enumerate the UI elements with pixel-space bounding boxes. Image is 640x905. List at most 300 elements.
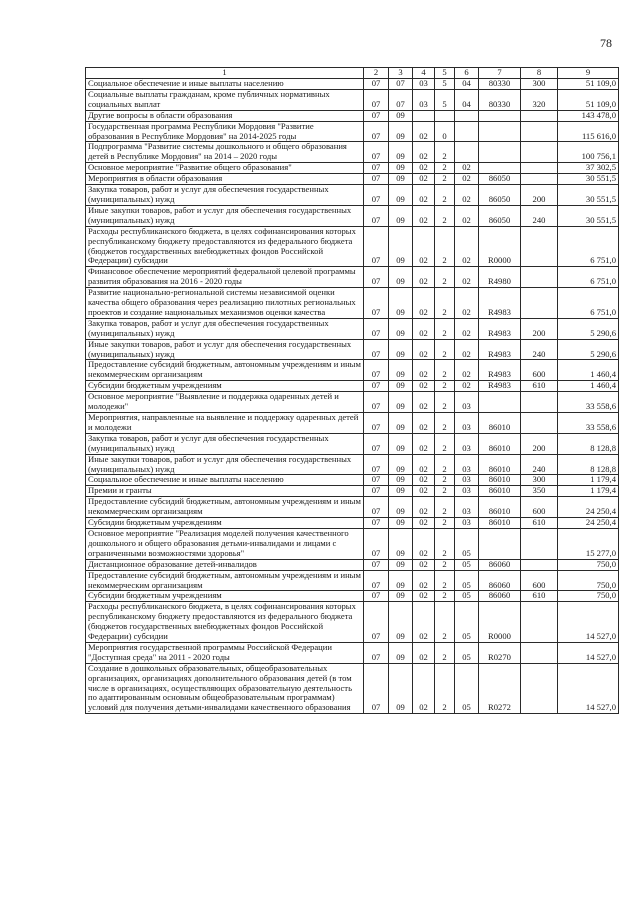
row-name-cell: Другие вопросы в области образования xyxy=(86,110,364,121)
expense-type-cell xyxy=(521,528,558,559)
row-name-cell: Мероприятия государственной программы Российской Федерации "Доступная среда" на 2011 - 2020 годы xyxy=(86,642,364,663)
subsection-code-cell: 09 xyxy=(389,602,413,643)
program-code-cell: 02 xyxy=(413,486,435,497)
subprogram-code-cell: 2 xyxy=(435,591,455,602)
section-code-cell: 07 xyxy=(364,392,389,413)
activity-code-cell: 05 xyxy=(455,602,479,643)
subprogram-code-cell: 5 xyxy=(435,79,455,90)
target-article-cell: R0000 xyxy=(479,226,521,267)
program-code-cell: 02 xyxy=(413,163,435,174)
expense-type-cell: 600 xyxy=(521,360,558,381)
table-row xyxy=(86,559,619,570)
amount-cell: 1 460,4 xyxy=(558,360,619,381)
column-header: 4 xyxy=(413,68,435,79)
subprogram-code-cell: 2 xyxy=(435,559,455,570)
target-article-cell xyxy=(479,528,521,559)
section-code-cell: 07 xyxy=(364,110,389,121)
amount-cell: 14 527,0 xyxy=(558,642,619,663)
expense-type-cell: 200 xyxy=(521,433,558,454)
column-header: 7 xyxy=(479,68,521,79)
target-article-cell xyxy=(479,392,521,413)
target-article-cell xyxy=(479,121,521,142)
section-code-cell: 07 xyxy=(364,79,389,90)
expense-type-cell: 610 xyxy=(521,518,558,529)
section-code-cell: 07 xyxy=(364,602,389,643)
subsection-code-cell: 09 xyxy=(389,185,413,206)
activity-code-cell: 02 xyxy=(455,288,479,319)
subsection-code-cell: 09 xyxy=(389,318,413,339)
table-row xyxy=(86,381,619,392)
table-row xyxy=(86,454,619,475)
subprogram-code-cell: 2 xyxy=(435,497,455,518)
target-article-cell: R4983 xyxy=(479,288,521,319)
amount-cell: 24 250,4 xyxy=(558,497,619,518)
program-code-cell: 02 xyxy=(413,433,435,454)
section-code-cell: 07 xyxy=(364,142,389,163)
target-article-cell: R4983 xyxy=(479,360,521,381)
amount-cell: 750,0 xyxy=(558,559,619,570)
amount-cell: 51 109,0 xyxy=(558,79,619,90)
subsection-code-cell: 09 xyxy=(389,591,413,602)
subprogram-code-cell: 2 xyxy=(435,602,455,643)
target-article-cell xyxy=(479,110,521,121)
subsection-code-cell: 07 xyxy=(389,79,413,90)
amount-cell: 33 558,6 xyxy=(558,413,619,434)
amount-cell: 6 751,0 xyxy=(558,267,619,288)
expense-type-cell xyxy=(521,559,558,570)
column-header: 3 xyxy=(389,68,413,79)
amount-cell: 24 250,4 xyxy=(558,518,619,529)
program-code-cell: 03 xyxy=(413,89,435,110)
expense-type-cell: 600 xyxy=(521,497,558,518)
row-name-cell: Социальное обеспечение и иные выплаты населению xyxy=(86,79,364,90)
row-name-cell: Премии и гранты xyxy=(86,486,364,497)
expense-type-cell: 610 xyxy=(521,591,558,602)
target-article-cell: 86010 xyxy=(479,433,521,454)
program-code-cell: 02 xyxy=(413,392,435,413)
subprogram-code-cell: 2 xyxy=(435,288,455,319)
activity-code-cell: 03 xyxy=(455,518,479,529)
section-code-cell: 07 xyxy=(364,381,389,392)
program-code-cell: 02 xyxy=(413,497,435,518)
section-code-cell: 07 xyxy=(364,454,389,475)
expense-type-cell xyxy=(521,392,558,413)
target-article-cell: 86010 xyxy=(479,475,521,486)
section-code-cell: 07 xyxy=(364,486,389,497)
table-row xyxy=(86,433,619,454)
subprogram-code-cell: 2 xyxy=(435,518,455,529)
row-name-cell: Государственная программа Республики Мордовия "Развитие образования в Республике Мордовия" на 2014-2025 годы xyxy=(86,121,364,142)
subprogram-code-cell: 2 xyxy=(435,663,455,714)
expense-type-cell: 240 xyxy=(521,454,558,475)
program-code-cell: 02 xyxy=(413,454,435,475)
row-name-cell: Основное мероприятие "Развитие общего образования" xyxy=(86,163,364,174)
program-code-cell: 02 xyxy=(413,591,435,602)
subsection-code-cell: 09 xyxy=(389,174,413,185)
subsection-code-cell: 09 xyxy=(389,339,413,360)
amount-cell: 5 290,6 xyxy=(558,318,619,339)
section-code-cell: 07 xyxy=(364,163,389,174)
expense-type-cell: 600 xyxy=(521,570,558,591)
subprogram-code-cell: 2 xyxy=(435,267,455,288)
table-row xyxy=(86,486,619,497)
subsection-code-cell: 09 xyxy=(389,663,413,714)
target-article-cell: R4983 xyxy=(479,339,521,360)
table-row xyxy=(86,163,619,174)
amount-cell: 750,0 xyxy=(558,570,619,591)
amount-cell: 51 109,0 xyxy=(558,89,619,110)
target-article-cell: 86010 xyxy=(479,486,521,497)
target-article-cell: R4983 xyxy=(479,381,521,392)
amount-cell: 6 751,0 xyxy=(558,288,619,319)
row-name-cell: Субсидии бюджетным учреждениям xyxy=(86,518,364,529)
subprogram-code-cell: 2 xyxy=(435,392,455,413)
amount-cell: 1 179,4 xyxy=(558,475,619,486)
subsection-code-cell: 09 xyxy=(389,518,413,529)
row-name-cell: Развитие национально-региональной системы независимой оценки качества общего образования через реализацию пилотных региональных проектов и создание национальных механизмов оценки качества xyxy=(86,288,364,319)
table-row xyxy=(86,360,619,381)
subsection-code-cell: 09 xyxy=(389,570,413,591)
target-article-cell: 86010 xyxy=(479,413,521,434)
row-name-cell: Иные закупки товаров, работ и услуг для обеспечения государственных (муниципальных) нужд xyxy=(86,339,364,360)
section-code-cell: 07 xyxy=(364,433,389,454)
section-code-cell: 07 xyxy=(364,267,389,288)
subsection-code-cell: 09 xyxy=(389,205,413,226)
activity-code-cell xyxy=(455,110,479,121)
subsection-code-cell: 07 xyxy=(389,89,413,110)
subsection-code-cell: 09 xyxy=(389,360,413,381)
amount-cell: 37 302,5 xyxy=(558,163,619,174)
program-code-cell: 02 xyxy=(413,339,435,360)
expense-type-cell xyxy=(521,288,558,319)
expense-type-cell: 300 xyxy=(521,79,558,90)
expense-type-cell xyxy=(521,663,558,714)
activity-code-cell: 02 xyxy=(455,339,479,360)
subsection-code-cell: 09 xyxy=(389,163,413,174)
column-header: 5 xyxy=(435,68,455,79)
target-article-cell: 86010 xyxy=(479,497,521,518)
target-article-cell xyxy=(479,163,521,174)
section-code-cell: 07 xyxy=(364,288,389,319)
table-row xyxy=(86,226,619,267)
program-code-cell: 02 xyxy=(413,205,435,226)
activity-code-cell: 05 xyxy=(455,570,479,591)
budget-table xyxy=(85,67,619,714)
subsection-code-cell: 09 xyxy=(389,381,413,392)
activity-code-cell: 02 xyxy=(455,205,479,226)
subsection-code-cell: 09 xyxy=(389,413,413,434)
program-code-cell: 02 xyxy=(413,413,435,434)
program-code-cell: 02 xyxy=(413,528,435,559)
row-name-cell: Основное мероприятие "Реализация моделей получения качественного дошкольного и общего образования детьми-инвалидами и лицами с ограниченными возможностями здоровья" xyxy=(86,528,364,559)
row-name-cell: Предоставление субсидий бюджетным, автономным учреждениям и иным некоммерческим организациям xyxy=(86,497,364,518)
row-name-cell: Субсидии бюджетным учреждениям xyxy=(86,591,364,602)
target-article-cell: R0270 xyxy=(479,642,521,663)
amount-cell: 5 290,6 xyxy=(558,339,619,360)
target-article-cell: R0272 xyxy=(479,663,521,714)
row-name-cell: Закупка товаров, работ и услуг для обеспечения государственных (муниципальных) нужд xyxy=(86,318,364,339)
target-article-cell: R0000 xyxy=(479,602,521,643)
section-code-cell: 07 xyxy=(364,205,389,226)
subprogram-code-cell: 2 xyxy=(435,174,455,185)
expense-type-cell: 240 xyxy=(521,205,558,226)
table-row xyxy=(86,174,619,185)
table-body xyxy=(86,79,619,714)
amount-cell: 1 460,4 xyxy=(558,381,619,392)
target-article-cell: 86050 xyxy=(479,205,521,226)
expense-type-cell: 200 xyxy=(521,185,558,206)
amount-cell: 750,0 xyxy=(558,591,619,602)
program-code-cell: 02 xyxy=(413,226,435,267)
amount-cell: 14 527,0 xyxy=(558,663,619,714)
subsection-code-cell: 09 xyxy=(389,559,413,570)
subprogram-code-cell: 2 xyxy=(435,318,455,339)
target-article-cell: R4980 xyxy=(479,267,521,288)
subprogram-code-cell: 2 xyxy=(435,486,455,497)
section-code-cell: 07 xyxy=(364,413,389,434)
activity-code-cell: 02 xyxy=(455,381,479,392)
column-header: 6 xyxy=(455,68,479,79)
program-code-cell: 02 xyxy=(413,288,435,319)
row-name-cell: Мероприятия, направленные на выявление и поддержку одаренных детей и молодежи xyxy=(86,413,364,434)
row-name-cell: Предоставление субсидий бюджетным, автономным учреждениям и иным некоммерческим организациям xyxy=(86,360,364,381)
activity-code-cell: 05 xyxy=(455,591,479,602)
expense-type-cell: 300 xyxy=(521,475,558,486)
expense-type-cell xyxy=(521,413,558,434)
table-row xyxy=(86,663,619,714)
expense-type-cell xyxy=(521,267,558,288)
subprogram-code-cell: 2 xyxy=(435,642,455,663)
table-row xyxy=(86,602,619,643)
subprogram-code-cell xyxy=(435,110,455,121)
row-name-cell: Мероприятия в области образования xyxy=(86,174,364,185)
table-row xyxy=(86,339,619,360)
row-name-cell: Предоставление субсидий бюджетным, автономным учреждениям и иным некоммерческим организациям xyxy=(86,570,364,591)
table-row xyxy=(86,185,619,206)
row-name-cell: Дистанционное образование детей-инвалидов xyxy=(86,559,364,570)
target-article-cell: 86050 xyxy=(479,174,521,185)
table-row xyxy=(86,570,619,591)
program-code-cell: 02 xyxy=(413,174,435,185)
program-code-cell: 02 xyxy=(413,602,435,643)
expense-type-cell: 350 xyxy=(521,486,558,497)
expense-type-cell: 200 xyxy=(521,318,558,339)
table-row xyxy=(86,642,619,663)
row-name-cell: Подпрограмма "Развитие системы дошкольного и общего образования детей в Республике Мордовия" на 2014 – 2020 годы xyxy=(86,142,364,163)
section-code-cell: 07 xyxy=(364,591,389,602)
activity-code-cell xyxy=(455,142,479,163)
amount-cell: 30 551,5 xyxy=(558,185,619,206)
column-header: 9 xyxy=(558,68,619,79)
section-code-cell: 07 xyxy=(364,559,389,570)
row-name-cell: Основное мероприятие "Выявление и поддержка одаренных детей и молодежи" xyxy=(86,392,364,413)
activity-code-cell: 02 xyxy=(455,360,479,381)
amount-cell: 33 558,6 xyxy=(558,392,619,413)
section-code-cell: 07 xyxy=(364,360,389,381)
subprogram-code-cell: 2 xyxy=(435,142,455,163)
program-code-cell: 02 xyxy=(413,559,435,570)
section-code-cell: 07 xyxy=(364,89,389,110)
subsection-code-cell: 09 xyxy=(389,486,413,497)
section-code-cell: 07 xyxy=(364,570,389,591)
activity-code-cell: 04 xyxy=(455,89,479,110)
program-code-cell: 02 xyxy=(413,360,435,381)
subsection-code-cell: 09 xyxy=(389,267,413,288)
target-article-cell: 86060 xyxy=(479,570,521,591)
section-code-cell: 07 xyxy=(364,663,389,714)
expense-type-cell: 240 xyxy=(521,339,558,360)
table-row xyxy=(86,413,619,434)
table-row xyxy=(86,591,619,602)
amount-cell: 15 277,0 xyxy=(558,528,619,559)
program-code-cell: 02 xyxy=(413,570,435,591)
row-name-cell: Расходы республиканского бюджета, в целях софинансирования которых республиканскому бюджету предоставляются из федерального бюджета (бюджетов государственных внебюджетных фондов Российской Федерации) субсидии xyxy=(86,602,364,643)
table-row xyxy=(86,267,619,288)
program-code-cell: 02 xyxy=(413,185,435,206)
activity-code-cell: 02 xyxy=(455,163,479,174)
table-row xyxy=(86,497,619,518)
activity-code-cell: 03 xyxy=(455,392,479,413)
program-code-cell: 02 xyxy=(413,642,435,663)
table-row xyxy=(86,475,619,486)
program-code-cell: 02 xyxy=(413,267,435,288)
subprogram-code-cell: 5 xyxy=(435,89,455,110)
subprogram-code-cell: 2 xyxy=(435,381,455,392)
row-name-cell: Расходы республиканского бюджета, в целях софинансирования которых республиканскому бюджету предоставляются из федерального бюджета (бюджетов государственных внебюджетных фондов Российской Федерации) субсидии xyxy=(86,226,364,267)
amount-cell: 14 527,0 xyxy=(558,602,619,643)
expense-type-cell xyxy=(521,121,558,142)
table-row xyxy=(86,79,619,90)
amount-cell: 6 751,0 xyxy=(558,226,619,267)
section-code-cell: 07 xyxy=(364,174,389,185)
page-number: 78 xyxy=(600,36,612,50)
expense-type-cell xyxy=(521,174,558,185)
subprogram-code-cell: 2 xyxy=(435,185,455,206)
program-code-cell: 02 xyxy=(413,142,435,163)
activity-code-cell: 05 xyxy=(455,663,479,714)
subprogram-code-cell: 2 xyxy=(435,570,455,591)
table-header-row xyxy=(86,68,619,79)
target-article-cell: 86060 xyxy=(479,591,521,602)
section-code-cell: 07 xyxy=(364,121,389,142)
amount-cell: 143 478,0 xyxy=(558,110,619,121)
table-row xyxy=(86,318,619,339)
section-code-cell: 07 xyxy=(364,318,389,339)
table-row xyxy=(86,528,619,559)
subsection-code-cell: 09 xyxy=(389,392,413,413)
subsection-code-cell: 09 xyxy=(389,110,413,121)
target-article-cell xyxy=(479,142,521,163)
row-name-cell: Социальное обеспечение и иные выплаты населению xyxy=(86,475,364,486)
section-code-cell: 07 xyxy=(364,528,389,559)
activity-code-cell: 02 xyxy=(455,267,479,288)
section-code-cell: 07 xyxy=(364,339,389,360)
program-code-cell: 02 xyxy=(413,663,435,714)
target-article-cell: R4983 xyxy=(479,318,521,339)
subsection-code-cell: 09 xyxy=(389,288,413,319)
activity-code-cell: 03 xyxy=(455,475,479,486)
amount-cell: 8 128,8 xyxy=(558,433,619,454)
expense-type-cell xyxy=(521,226,558,267)
table-row xyxy=(86,121,619,142)
subsection-code-cell: 09 xyxy=(389,454,413,475)
section-code-cell: 07 xyxy=(364,185,389,206)
table-row xyxy=(86,110,619,121)
subsection-code-cell: 09 xyxy=(389,226,413,267)
subprogram-code-cell: 2 xyxy=(435,339,455,360)
row-name-cell: Финансовое обеспечение мероприятий федеральной целевой программы развития образования на 2016 - 2020 годы xyxy=(86,267,364,288)
activity-code-cell: 03 xyxy=(455,454,479,475)
table-row xyxy=(86,89,619,110)
expense-type-cell: 320 xyxy=(521,89,558,110)
target-article-cell: 86010 xyxy=(479,518,521,529)
row-name-cell: Иные закупки товаров, работ и услуг для обеспечения государственных (муниципальных) нужд xyxy=(86,454,364,475)
target-article-cell: 80330 xyxy=(479,79,521,90)
activity-code-cell: 03 xyxy=(455,433,479,454)
program-code-cell: 03 xyxy=(413,79,435,90)
amount-cell: 8 128,8 xyxy=(558,454,619,475)
program-code-cell: 02 xyxy=(413,318,435,339)
table-row xyxy=(86,392,619,413)
target-article-cell: 86060 xyxy=(479,559,521,570)
amount-cell: 30 551,5 xyxy=(558,205,619,226)
table-row xyxy=(86,288,619,319)
expense-type-cell xyxy=(521,110,558,121)
row-name-cell: Иные закупки товаров, работ и услуг для обеспечения государственных (муниципальных) нужд xyxy=(86,205,364,226)
section-code-cell: 07 xyxy=(364,518,389,529)
subsection-code-cell: 09 xyxy=(389,433,413,454)
column-header: 2 xyxy=(364,68,389,79)
activity-code-cell: 03 xyxy=(455,497,479,518)
activity-code-cell: 05 xyxy=(455,528,479,559)
expense-type-cell xyxy=(521,163,558,174)
activity-code-cell: 05 xyxy=(455,642,479,663)
row-name-cell: Социальные выплаты гражданам, кроме публичных нормативных социальных выплат xyxy=(86,89,364,110)
amount-cell: 115 616,0 xyxy=(558,121,619,142)
activity-code-cell: 03 xyxy=(455,413,479,434)
activity-code-cell: 05 xyxy=(455,559,479,570)
row-name-cell: Закупка товаров, работ и услуг для обеспечения государственных (муниципальных) нужд xyxy=(86,433,364,454)
subprogram-code-cell: 2 xyxy=(435,163,455,174)
subsection-code-cell: 09 xyxy=(389,642,413,663)
target-article-cell: 80330 xyxy=(479,89,521,110)
subprogram-code-cell: 2 xyxy=(435,360,455,381)
row-name-cell: Субсидии бюджетным учреждениям xyxy=(86,381,364,392)
column-header: 8 xyxy=(521,68,558,79)
activity-code-cell: 02 xyxy=(455,226,479,267)
program-code-cell xyxy=(413,110,435,121)
subprogram-code-cell: 2 xyxy=(435,528,455,559)
section-code-cell: 07 xyxy=(364,226,389,267)
subprogram-code-cell: 2 xyxy=(435,226,455,267)
table-row xyxy=(86,518,619,529)
activity-code-cell: 02 xyxy=(455,318,479,339)
subsection-code-cell: 09 xyxy=(389,528,413,559)
subprogram-code-cell: 0 xyxy=(435,121,455,142)
expense-type-cell xyxy=(521,142,558,163)
subsection-code-cell: 09 xyxy=(389,475,413,486)
expense-type-cell xyxy=(521,642,558,663)
row-name-cell: Закупка товаров, работ и услуг для обеспечения государственных (муниципальных) нужд xyxy=(86,185,364,206)
program-code-cell: 02 xyxy=(413,475,435,486)
subprogram-code-cell: 2 xyxy=(435,454,455,475)
subprogram-code-cell: 2 xyxy=(435,433,455,454)
table-row xyxy=(86,205,619,226)
section-code-cell: 07 xyxy=(364,475,389,486)
target-article-cell: 86050 xyxy=(479,185,521,206)
subprogram-code-cell: 2 xyxy=(435,205,455,226)
section-code-cell: 07 xyxy=(364,642,389,663)
